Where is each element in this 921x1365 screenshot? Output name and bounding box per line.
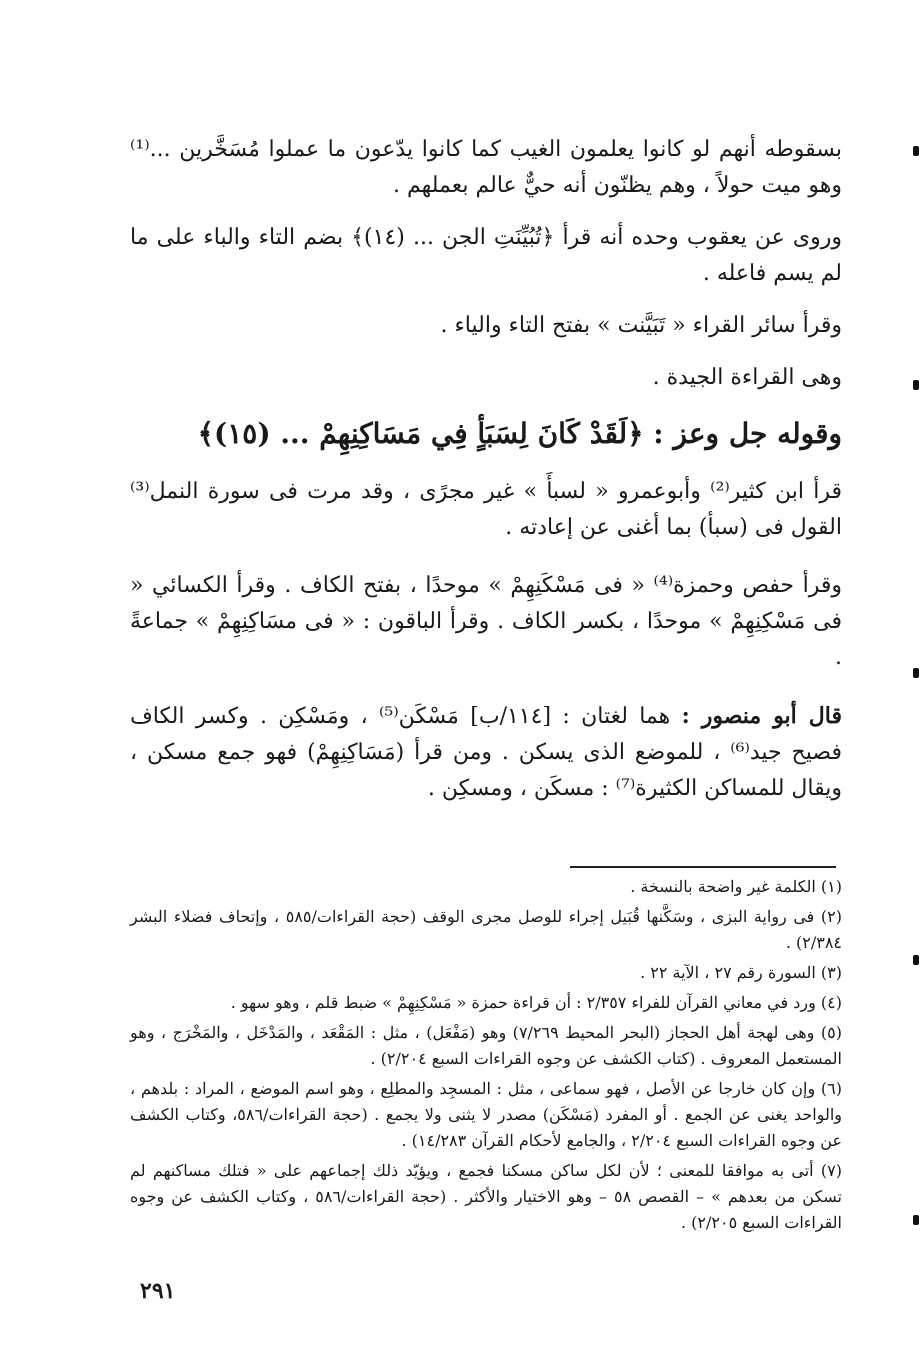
footnote-separator [570, 866, 836, 868]
edge-mark [913, 668, 919, 678]
footnote-3: (٣) السورة رقم ٢٧ ، الآية ٢٢ . [640, 963, 842, 982]
main-text [130, 132, 842, 829]
edge-mark [913, 955, 919, 965]
footnote-1: (١) الكلمة غير واضحة بالنسخة . [630, 877, 842, 896]
footnote-6: (٦) وإن كان خارجا عن الأصل ، فهو سماعى ، مثل : المسجِد والمطلِع ، وهو اسم الموضع ، المراد : بلدهم ، والواحد يغنى عن الجمع . أو المفرد (مَسْكَن) مصدر لا يثنى ولا يجمع . (حجة القراءات/٥٨٦، وكتاب الكشف عن وجوه القراءات السبع ٢/٢٠٤ ، والجامع لأحكام القرآن ١٤/٢٨٣) . [130, 1079, 843, 1150]
paragraph-6: وقرأ حفص وحمزة⁽⁴⁾ « فى مَسْكَنِهِمْ » موحدًا ، بفتح الكاف . وقرأ الكسائي « فى مَسْكِنِهِمْ » موحدًا ، بكسر الكاف . وقرأ الباقون : « فى مسَاكِنِهِمْ » جماعةً . [130, 573, 842, 670]
edge-mark [913, 380, 919, 390]
edge-mark [913, 146, 919, 156]
edge-mark [913, 1215, 919, 1225]
page-number: ٢٩١ [140, 1278, 176, 1304]
footnotes [130, 874, 842, 1240]
paragraph-7-text: هما لغتان : [١١٤/ب] مَسْكَن⁽⁵⁾ ، ومَسْكِن . وكسر الكاف فصيح جيد⁽⁶⁾ ، للموضع الذى يسكن . ومن قرأ (مَسَاكِنِهِمْ) فهو جمع مسكن ، ويقال للمساكن الكثيرة⁽⁷⁾ : مسكَن ، ومسكِن . [130, 704, 842, 801]
footnote-7: (٧) أتى به موافقا للمعنى ؛ لأن لكل ساكن مسكنا فجمع ، ويؤيّد ذلك إجماعهم على « فتلك مساكنهم لم تسكن من بعدهم » – القصص ٥٨ – وهو الاختيار والأكثر . (حجة القراءات/٥٨٦ ، وكتاب الكشف عن وجوه القراءات السبع ٢/٢٠٥) . [130, 1161, 843, 1232]
footnote-4: (٤) ورد في معاني القرآن للفراء ٢/٣٥٧ : أن قراءة حمزة « مَسْكِنِهِمْ » ضبط قلم ، وهو سهو . [230, 993, 842, 1012]
paragraph-4: وهى القراءة الجيدة . [652, 365, 842, 390]
paragraph-2: وروى عن يعقوب وحده أنه قرأ ﴿تُبُيِّنَتِ الجن ... (١٤)﴾ بضم التاء والباء على ما لم يسم فاعله . [130, 225, 842, 286]
verse-heading: وقوله جل وعز : ﴿لَقَدْ كَانَ لِسَبَأٍ فِي مَسَاكِنِهِمْ ... (١٥)﴾ [197, 417, 842, 450]
footnote-5: (٥) وهى لهجة أهل الحجاز (البحر المحيط ٧/٢٦٩) وهو (مَفْعَل) ، مثل : المَقْعَد ، والمَدْخَل ، والمَخْرَج ، وهو المستعمل المعروف . (كتاب الكشف عن وجوه القراءات السبع ٢/٢٠٤) . [130, 1023, 842, 1068]
author-attribution: قال أبو منصور : [681, 703, 842, 729]
paragraph-5: قرأ ابن كثير⁽²⁾ وأبوعمرو « لسبأَ » غير مجرًى ، وقد مرت فى سورة النمل⁽³⁾ القول فى (سبأ) بما أغنى عن إعادته . [130, 479, 843, 540]
paragraph-1: بسقوطه أنهم لو كانوا يعلمون الغيب كما كانوا يدّعون ما عملوا مُسَخَّرين ...⁽¹⁾ وهو ميت حولاً ، وهم يظنّون أنه حيٌّ عالم بعملهم . [130, 137, 842, 198]
paragraph-7 [130, 698, 842, 807]
paragraph-3: وقرأ سائر القراء « تَبَيَّنت » بفتح التاء والياء . [440, 313, 842, 338]
footnote-2: (٢) فى رواية البزى ، وسَكَّنها قُبَيل إجراء للوصل مجرى الوقف (حجة القراءات/٥٨٥ ، وإتحاف فضلاء البشر ٢/٣٨٤) . [130, 907, 842, 952]
